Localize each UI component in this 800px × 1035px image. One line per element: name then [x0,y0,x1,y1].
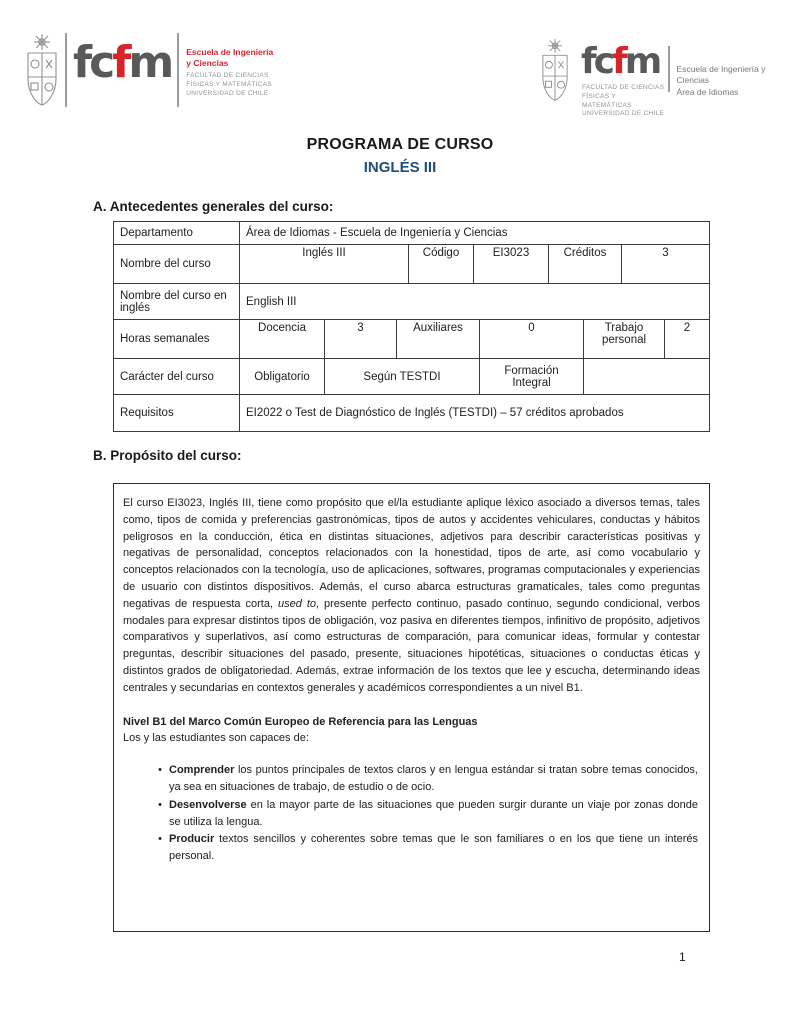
bullet-icon: • [158,764,162,777]
faculty-line: UNIVERSIDAD DE CHILE [186,89,269,97]
course-purpose-box [113,483,710,932]
creditos-label: Créditos [548,245,621,283]
starburst-icon [34,34,50,50]
logo-text-block [670,38,800,98]
nombre-ingles-label: Nombre del curso en inglés [120,289,227,314]
caracter-label: Carácter del curso [120,370,214,383]
fcfm-logo-right [540,38,800,119]
list-item-text [169,762,700,796]
requisitos-label: Requisitos [120,407,174,419]
page-number: 1 [679,950,686,964]
codigo-label: Código [408,245,473,283]
universidad-de-chile-shield-icon [540,38,570,102]
caracter-obligatorio: Obligatorio [239,359,324,394]
school-name-line2: y Ciencias [186,58,229,69]
universidad-de-chile-shield-icon [25,33,59,107]
docencia-value: 3 [324,320,396,358]
nombre-ingles-value: English III [239,284,709,319]
caracter-empty-cell [583,359,709,394]
list-item-text [169,831,700,865]
fcfm-logo-left [25,33,273,107]
table-row-nombre-curso [114,244,709,283]
codigo-value: EI3023 [473,245,548,283]
list-item-rest: los puntos principales de textos claros y en lengua estándar si tratan sobre temas conocidos, ya sea en situaciones de trabajo, de estudio o de ocio. [169,764,698,793]
list-item-rest: en la mayor parte de las situaciones que pueden surgir durante un viaje por zonas donde se utiliza la lengua. [169,798,698,828]
purpose-text-1: El curso EI3023, Inglés III, tiene como propósito que el/la estudiante aplique léxico asociado a diversos temas, tales como, tipos de comida y preferencias gastronómicas, tipos de autos y accidentes vehiculares, conductas y hábitos peligrosos en la conducción, ética en distintas situaciones, adjetivos para describir características positivas y negativas de personalidad, conceptos relacionados con la honestidad, tipos de arte, así como vocabulario y conceptos relacionados con la tecnología, uso de aplicaciones, softwares, programas computacionales y experiencias de usuario con distintos dispositivos. Además, el curso abarca estructuras gramaticales, tales como preguntas negativas de respuesta corta, [123,497,700,610]
purpose-text-2: , presente perfecto continuo, pasado continuo, segundo condicional, verbos modales para expresar distintos tipos de obligación, voz pasiva en diferentes tiempos, infinitivo de propósito, adjetivos comparativos y superlativos, así como estructuras de comparación, para comunicar ideas, formular y contestar preguntas, describir situaciones del pasado, presente, situaciones hipotéticas, situaciones o conductas éticas y distintos grados de obligatoriedad. Además, extrae información de los textos que lee y escucha, determinando ideas centrales y secundarias en contextos generales y académicos correspondientes a un nivel B1. [123,597,700,694]
purpose-text-italic: used to [278,597,316,610]
course-info-table [113,221,710,432]
wordmark-fc: fc [73,37,113,88]
requisitos-value: EI2022 o Test de Diagnóstico de Inglés (TESTDI) – 57 créditos aprobados [239,395,709,431]
table-row-departamento [114,222,709,244]
trabajo-personal-label: Trabajo personal [583,320,664,358]
list-item-rest: textos sencillos y coherentes sobre temas que le son familiares o en los que tiene un interés personal. [169,833,698,863]
caracter-segun-testdi: Según TESTDI [324,359,479,394]
school-name: Escuela de Ingeniería [186,47,274,57]
list-item-keyword: Desenvolverse [169,798,247,811]
table-row-nombre-ingles [114,283,709,319]
logo-text-block [179,33,273,98]
b1-level-subheading: Nivel B1 del Marco Común Europeo de Referencia para las Lenguas [123,715,478,728]
area-idiomas-label: Área de Idiomas [676,86,739,97]
departamento-value: Área de Idiomas - Escuela de Ingeniería y Ciencias [239,222,709,244]
faculty-line: FÍSICAS Y MATEMÁTICAS [186,80,273,88]
docencia-label: Docencia [239,320,324,358]
creditos-value: 3 [621,245,709,283]
faculty-name [575,84,668,119]
faculty-line: FACULTAD DE CIENCIAS [582,84,665,91]
bullet-icon: • [158,833,162,846]
school-name: Escuela de Ingeniería y Ciencias [676,64,766,86]
list-item-keyword: Comprender [169,764,235,777]
list-item [123,831,700,865]
list-item [123,762,700,796]
section-b-heading: B. Propósito del curso: [93,448,242,463]
wordmark-f-red: f [612,41,625,82]
auxiliares-value: 0 [479,320,583,358]
table-row-horas [114,319,709,358]
auxiliares-label: Auxiliares [396,320,479,358]
purpose-paragraph [123,495,700,697]
wordmark-m: m [624,41,660,82]
horas-label: Horas semanales [120,333,210,345]
list-item-keyword: Producir [169,833,215,846]
faculty-name [186,72,273,98]
wordmark-f-red: f [112,37,129,88]
wordmark-m: m [128,37,172,88]
starburst-icon [548,39,562,53]
fcfm-wordmark [575,41,668,82]
course-title: INGLÉS III [363,159,437,176]
departamento-label: Departamento [120,227,193,239]
list-item-text [169,797,700,831]
table-row-caracter [114,358,709,394]
faculty-line: FÍSICAS Y MATEMÁTICAS [582,92,632,109]
b1-intro-line: Los y las estudiantes son capaces de: [123,732,309,745]
document-title-block [0,136,800,176]
nombre-curso-label: Nombre del curso [120,258,211,270]
caracter-formacion-integral: Formación Integral [479,359,583,394]
bullet-icon: • [158,798,162,811]
section-a-heading: A. Antecedentes generales del curso: [93,199,334,214]
wordmark-fc: fc [581,41,613,82]
nombre-curso-value: Inglés III [239,245,408,283]
fcfm-wordmark [67,37,177,88]
faculty-line: FACULTAD DE CIENCIAS [186,72,269,80]
trabajo-personal-value: 2 [664,320,709,358]
page-title: PROGRAMA DE CURSO [306,136,494,153]
b1-skill-list [123,762,700,865]
table-row-requisitos [114,394,709,431]
faculty-line: UNIVERSIDAD DE CHILE [582,110,665,118]
list-item [123,797,700,831]
